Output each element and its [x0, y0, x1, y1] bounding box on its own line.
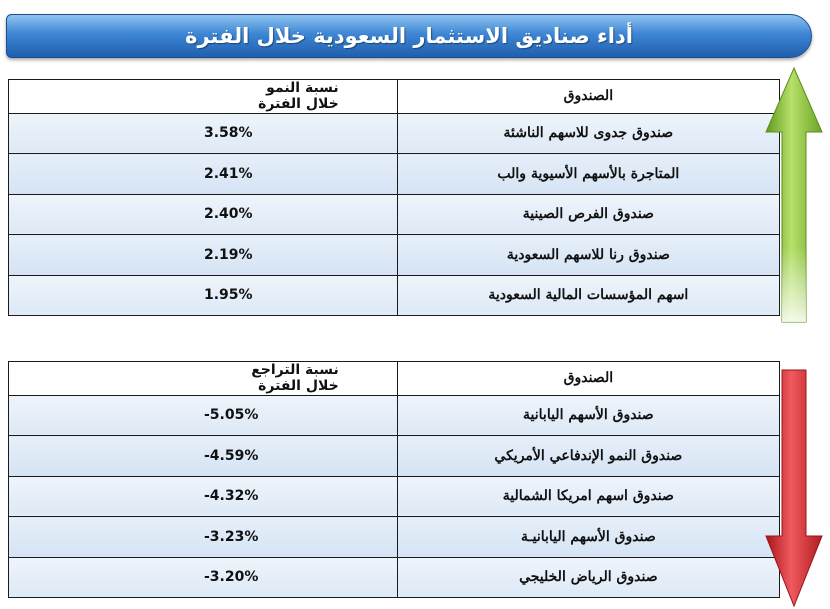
table-row	[9, 476, 780, 517]
growth-value: 2.19%	[9, 235, 398, 276]
growth-value: 3.58%	[9, 113, 398, 154]
page-title: أداء صناديق الاستثمار السعودية خلال الفترة	[6, 14, 812, 58]
table-header-row	[9, 80, 780, 114]
table-row	[9, 517, 780, 558]
header-fund: الصندوق	[397, 80, 779, 114]
decline-value: -3.23%	[9, 517, 398, 558]
arrow-down-icon	[764, 368, 824, 609]
arrow-up-icon	[764, 66, 824, 324]
header-fund: الصندوق	[397, 362, 779, 396]
decline-value: -5.05%	[9, 395, 398, 436]
growth-table	[8, 79, 780, 316]
growth-value: 1.95%	[9, 275, 398, 316]
table-header-row	[9, 362, 780, 396]
fund-name: صندوق الرياض الخليجي	[397, 557, 779, 598]
decline-value: -4.59%	[9, 436, 398, 477]
fund-name: صندوق النمو الإندفاعي الأمريكي	[397, 436, 779, 477]
fund-name: المتاجرة بالأسهم الأسيوية والب	[397, 154, 779, 195]
table-row	[9, 154, 780, 195]
decline-value: -4.32%	[9, 476, 398, 517]
fund-name: صندوق اسهم امريكا الشمالية	[397, 476, 779, 517]
table-row	[9, 194, 780, 235]
table-row	[9, 395, 780, 436]
growth-value: 2.40%	[9, 194, 398, 235]
fund-name: صندوق الأسهم اليابانيـة	[397, 517, 779, 558]
header-decline-rate: نسبة التراجع خلال الفترة	[9, 362, 398, 396]
growth-value: 2.41%	[9, 154, 398, 195]
fund-name: اسهم المؤسسات المالية السعودية	[397, 275, 779, 316]
table-row	[9, 436, 780, 477]
fund-name: صندوق الأسهم اليابانية	[397, 395, 779, 436]
table-row	[9, 113, 780, 154]
decline-table	[8, 361, 780, 598]
decline-value: -3.20%	[9, 557, 398, 598]
fund-name: صندوق جدوى للاسهم الناشئة	[397, 113, 779, 154]
table-row	[9, 275, 780, 316]
fund-name: صندوق الفرص الصينية	[397, 194, 779, 235]
fund-name: صندوق رنا للاسهم السعودية	[397, 235, 779, 276]
table-row	[9, 557, 780, 598]
header-growth-rate: نسبة النمو خلال الفترة	[9, 80, 398, 114]
table-row	[9, 235, 780, 276]
